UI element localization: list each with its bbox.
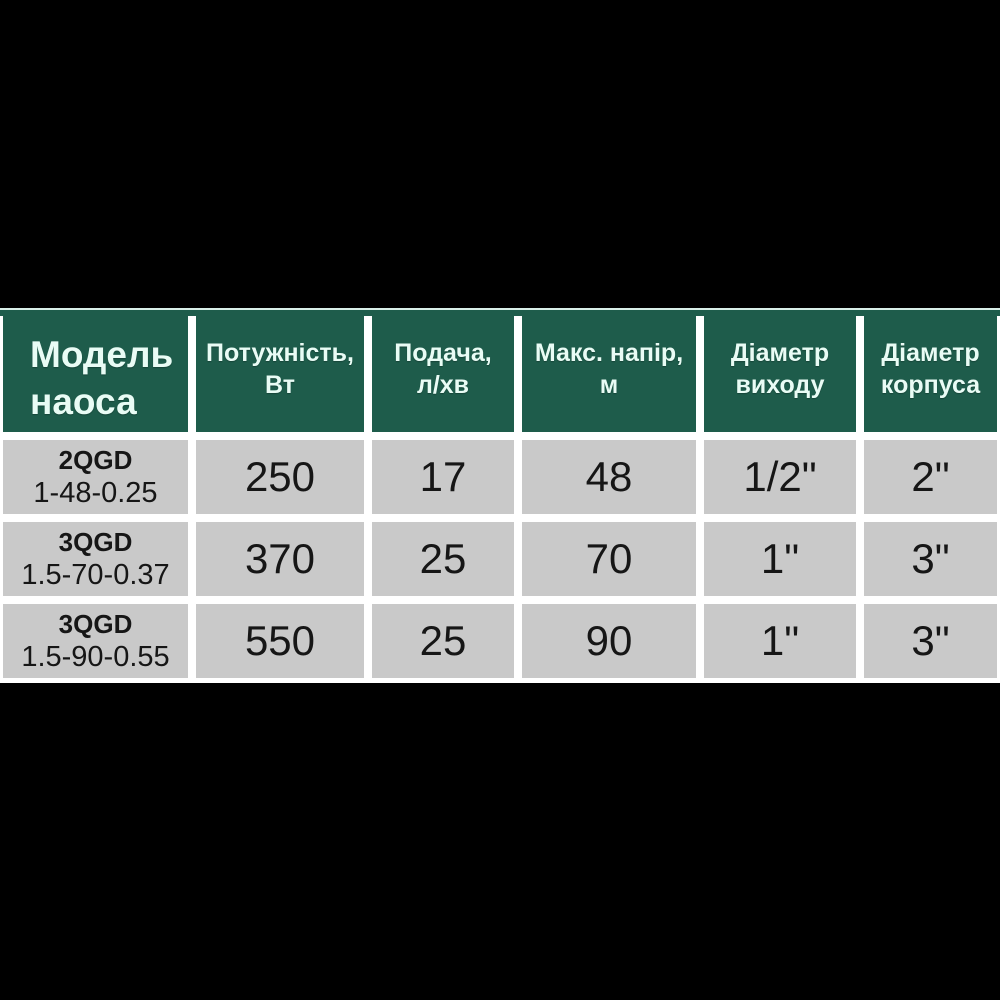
header-model-line2: наоса (30, 381, 137, 422)
header-outlet-line1: Діаметр (730, 339, 830, 367)
table-row-2-flow: 25 (372, 522, 514, 596)
table-row-1-power: 250 (196, 440, 364, 514)
model-code: 1.5-90-0.55 (21, 640, 170, 673)
model-name: 3QGD (58, 608, 133, 639)
header-outlet-diameter (704, 316, 856, 432)
table-row-3-head: 90 (522, 604, 696, 678)
header-outlet-line2: виходу (735, 371, 825, 399)
header-body-line2: корпуса (880, 371, 981, 399)
header-max-head-line1: Макс. напір, (534, 339, 684, 367)
model-name: 3QGD (58, 526, 133, 557)
table-row-3-body: 3" (864, 604, 997, 678)
table-row-3-outlet: 1" (704, 604, 856, 678)
table-row-2-power: 370 (196, 522, 364, 596)
model-code: 1-48-0.25 (33, 476, 158, 509)
model-code: 1.5-70-0.37 (21, 558, 170, 591)
table-row-1-body: 2" (864, 440, 997, 514)
table-row-1-model (3, 440, 188, 514)
table-row-2-outlet: 1" (704, 522, 856, 596)
header-body-diameter (864, 316, 997, 432)
table-row-1-head: 48 (522, 440, 696, 514)
header-flow (372, 316, 514, 432)
pump-spec-table (0, 308, 1000, 683)
header-power-line2: Вт (265, 371, 295, 399)
header-power-line1: Потужність, (206, 339, 354, 367)
header-max-head (522, 316, 696, 432)
header-flow-line2: л/хв (416, 371, 470, 399)
table-row-2-head: 70 (522, 522, 696, 596)
header-model-line1: Модель (30, 334, 174, 375)
header-power (196, 316, 364, 432)
model-name: 2QGD (58, 444, 133, 475)
table-row-1-flow: 17 (372, 440, 514, 514)
table-row-2-model (3, 522, 188, 596)
header-model (3, 316, 188, 432)
table-row-3-power: 550 (196, 604, 364, 678)
table-grid (0, 316, 1000, 683)
table-row-1-outlet: 1/2" (704, 440, 856, 514)
table-row-3-model (3, 604, 188, 678)
table-row-2-body: 3" (864, 522, 997, 596)
table-row-3-flow: 25 (372, 604, 514, 678)
header-body-line1: Діаметр (881, 339, 980, 367)
header-max-head-line2: м (599, 371, 619, 399)
header-flow-line1: Подача, (394, 339, 492, 367)
